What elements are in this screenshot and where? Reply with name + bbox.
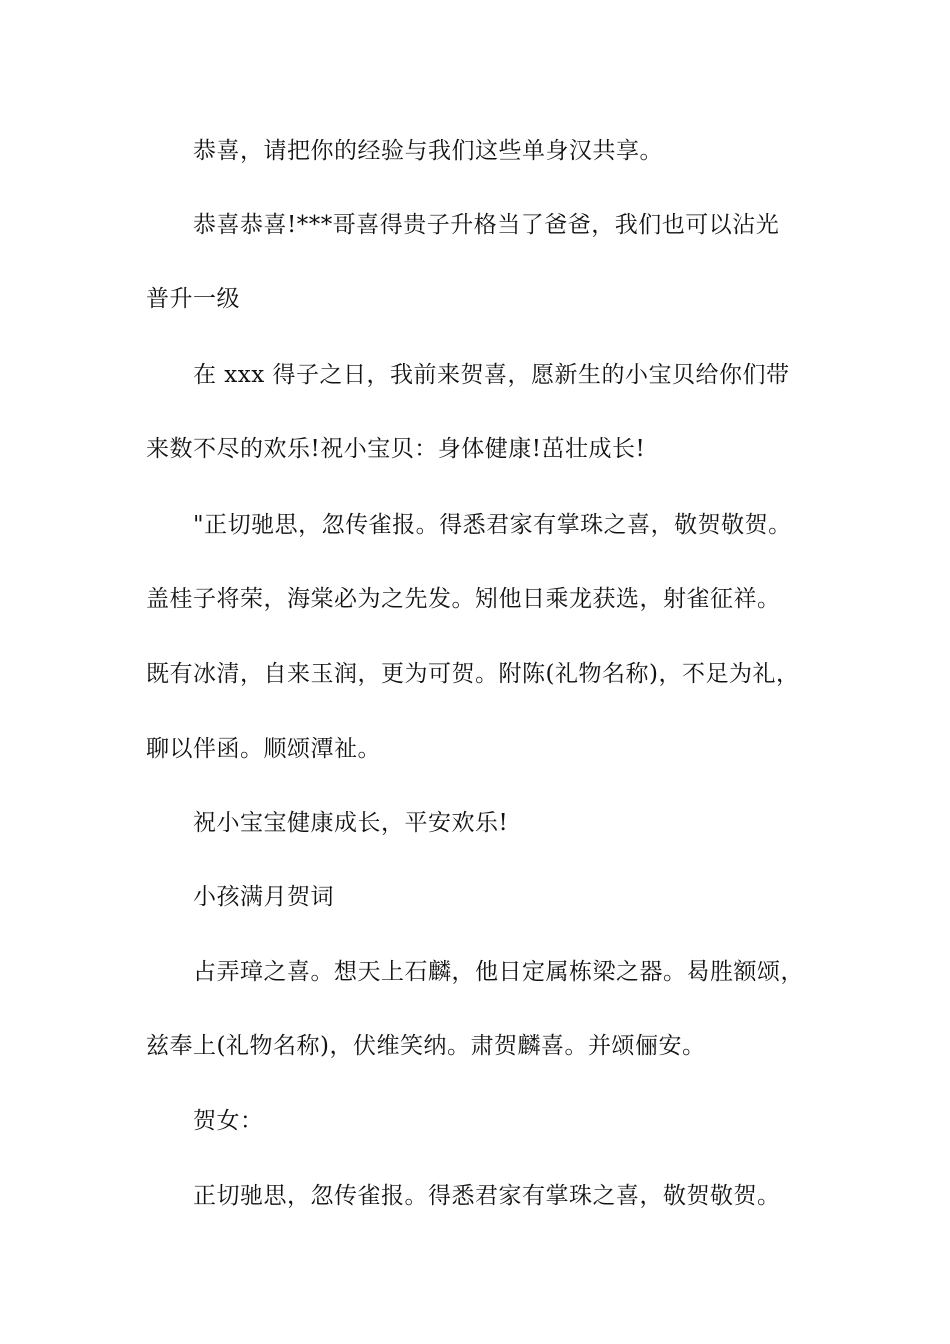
paragraph-line: 恭喜，请把你的经验与我们这些单身汉共享。 — [193, 138, 663, 164]
section-heading: 小孩满月贺词 — [193, 884, 334, 910]
paragraph-line: 在 xxx 得子之日，我前来贺喜，愿新生的小宝贝给你们带 — [193, 362, 790, 388]
paragraph-line: 正切驰思，忽传雀报。得悉君家有掌珠之喜，敬贺敬贺。 — [193, 1183, 781, 1209]
paragraph-line: 来数不尽的欢乐!祝小宝贝：身体健康!茁壮成长! — [146, 436, 646, 462]
paragraph-line: 普升一级 — [146, 286, 240, 312]
paragraph-line: "正切驰思，忽传雀报。得悉君家有掌珠之喜，敬贺敬贺。 — [193, 512, 792, 538]
paragraph-line: 既有冰清，自来玉润，更为可贺。附陈(礼物名称)，不足为礼， — [146, 661, 800, 687]
paragraph-line: 盖桂子将荣，海棠必为之先发。矧他日乘龙获选，射雀征祥。 — [146, 586, 781, 612]
paragraph-line: 祝小宝宝健康成长，平安欢乐! — [193, 810, 509, 836]
section-heading: 贺女： — [193, 1108, 264, 1134]
paragraph-line: 聊以伴函。顺颂潭祉。 — [146, 736, 381, 762]
paragraph-line: 恭喜恭喜!***哥喜得贵子升格当了爸爸，我们也可以沾光 — [193, 212, 780, 238]
paragraph-line: 占弄璋之喜。想天上石麟，他日定属栋梁之器。曷胜额颂， — [193, 959, 804, 985]
paragraph-line: 兹奉上(礼物名称)，伏维笑纳。肃贺麟喜。并颂俪安。 — [146, 1033, 706, 1059]
